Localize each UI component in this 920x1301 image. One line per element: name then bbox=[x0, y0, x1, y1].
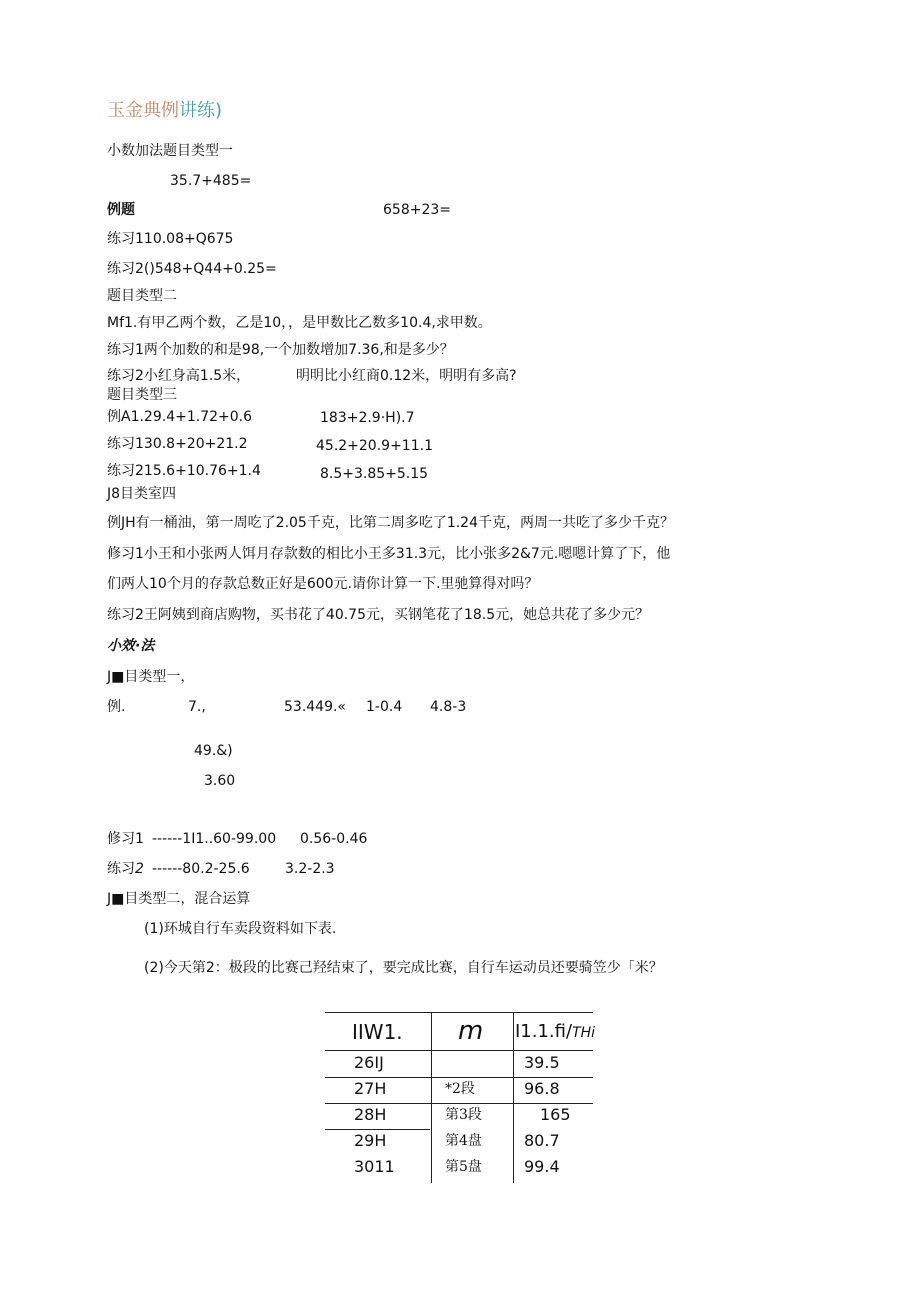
problem-text: 练习110.08+Q675 bbox=[107, 231, 234, 247]
table-cell: 第3段 bbox=[445, 1107, 482, 1123]
table-column-divider bbox=[431, 1012, 432, 1183]
table-header-cell bbox=[515, 1021, 595, 1044]
exercise-number: 2 bbox=[135, 861, 144, 877]
problem-text: 4.8-3 bbox=[430, 699, 467, 715]
section-heading: 题目类型二 bbox=[107, 288, 177, 304]
section-heading: J■目类型二，混合运算 bbox=[107, 891, 251, 907]
problem-text: 明明比小红商0.12米，明明有多高? bbox=[296, 368, 517, 384]
section-heading: 小数加法题目类型一 bbox=[107, 143, 233, 159]
problem-text: 练习2()548+Q44+0.25= bbox=[107, 261, 277, 277]
exercise-label: 修习1 bbox=[107, 831, 144, 847]
problem-text: Mf1.有甲乙两个数，乙是10，，是甲数比乙数多10.4,求甲数。 bbox=[107, 315, 492, 331]
example-label: 例题 bbox=[107, 202, 135, 218]
problem-text: 3.60 bbox=[204, 773, 236, 789]
table-cell: 165 bbox=[540, 1105, 571, 1124]
exercise-label-text: 练习 bbox=[107, 861, 135, 877]
problem-text: 658+23= bbox=[383, 202, 451, 218]
problem-text: 例JH有一桶油，第一周吃了2.05千克，比第二周多吃了1.24千克，两周一共吃了多少千克？ bbox=[107, 515, 674, 531]
problem-text: 53.449.« bbox=[284, 699, 347, 715]
table-cell: 第4盘 bbox=[445, 1133, 482, 1149]
problem-text: 3.2-2.3 bbox=[285, 861, 335, 877]
problem-text: 练习215.6+10.76+1.4 bbox=[107, 463, 261, 479]
table-cell: 80.7 bbox=[524, 1131, 560, 1150]
table-header-text: THi bbox=[572, 1025, 596, 1041]
table-cell: 第5盘 bbox=[445, 1159, 482, 1175]
table-header-cell: m bbox=[458, 1016, 484, 1046]
problem-text: 练习130.8+20+21.2 bbox=[107, 436, 248, 452]
table-cell: 99.4 bbox=[524, 1157, 560, 1176]
problem-text: 1-0.4 bbox=[366, 699, 403, 715]
problem-text: 8.5+3.85+5.15 bbox=[320, 466, 429, 482]
title-part-1: 玉金典例 bbox=[107, 100, 179, 121]
section-heading: J8目类室四 bbox=[107, 486, 177, 502]
problem-text: 练习2王阿姨到商店购物，买书花了40.75元，买钢笔花了18.5元，她总共花了多少元？ bbox=[107, 607, 650, 623]
table-border-top bbox=[325, 1012, 593, 1013]
problem-text: 例A1.29.4+1.72+0.6 bbox=[107, 409, 253, 425]
table-row-divider bbox=[325, 1129, 430, 1130]
problem-text: ------80.2-25.6 bbox=[152, 861, 250, 877]
problem-text: (1)环城自行车卖段资料如下表. bbox=[144, 921, 337, 937]
problem-text: 49.&) bbox=[194, 743, 233, 759]
section-heading: J■目类型一， bbox=[107, 669, 195, 685]
problem-text: 练习2小红身高1.5米， bbox=[107, 368, 251, 384]
section-title: 小效·法 bbox=[107, 638, 155, 654]
table-cell: *2段 bbox=[445, 1081, 475, 1097]
table-row-divider bbox=[325, 1077, 593, 1078]
table-cell: 28H bbox=[354, 1105, 387, 1124]
table-cell: 27H bbox=[354, 1079, 387, 1098]
table-row-divider bbox=[325, 1103, 593, 1104]
section-heading: 题目类型三 bbox=[107, 387, 177, 403]
table-header-cell: IIW1. bbox=[352, 1020, 403, 1044]
problem-text: (2)今天第2：极段的比赛己羟结束了，要完成比赛，自行车运动员还要骑笠少「米？ bbox=[144, 960, 663, 976]
table-header-text: I1.1.fi/ bbox=[515, 1021, 573, 1042]
table-cell: 39.5 bbox=[524, 1053, 560, 1072]
problem-text: 们两人10个月的存款总数正好是600元.请你计算一下.里驰算得对吗？ bbox=[107, 576, 539, 592]
problem-text: 修习1小王和小张两人饵月存款数的相比小王多31.3元，比小张多2&7元.嗯嗯计算了下，他 bbox=[107, 546, 671, 562]
problem-text: 0.56-0.46 bbox=[300, 831, 368, 847]
table-header-divider bbox=[325, 1050, 593, 1051]
problem-text: 45.2+20.9+11.1 bbox=[316, 438, 433, 454]
problem-text: 练习1两个加数的和是98,一个加数增加7.36,和是多少？ bbox=[107, 342, 454, 358]
problem-text: ------1I1..60-99.00 bbox=[152, 831, 277, 847]
table-column-divider bbox=[513, 1012, 514, 1183]
table-cell: 96.8 bbox=[524, 1079, 560, 1098]
title-part-2: 讲练) bbox=[179, 100, 223, 121]
problem-text: 7., bbox=[188, 699, 206, 715]
table-cell: 26IJ bbox=[354, 1053, 384, 1072]
table-cell: 3011 bbox=[354, 1157, 395, 1176]
problem-text: 183+2.9·H).7 bbox=[320, 410, 415, 426]
table-cell: 29H bbox=[354, 1131, 387, 1150]
problem-text: 35.7+485= bbox=[170, 173, 252, 189]
example-label: 例. bbox=[107, 699, 126, 715]
